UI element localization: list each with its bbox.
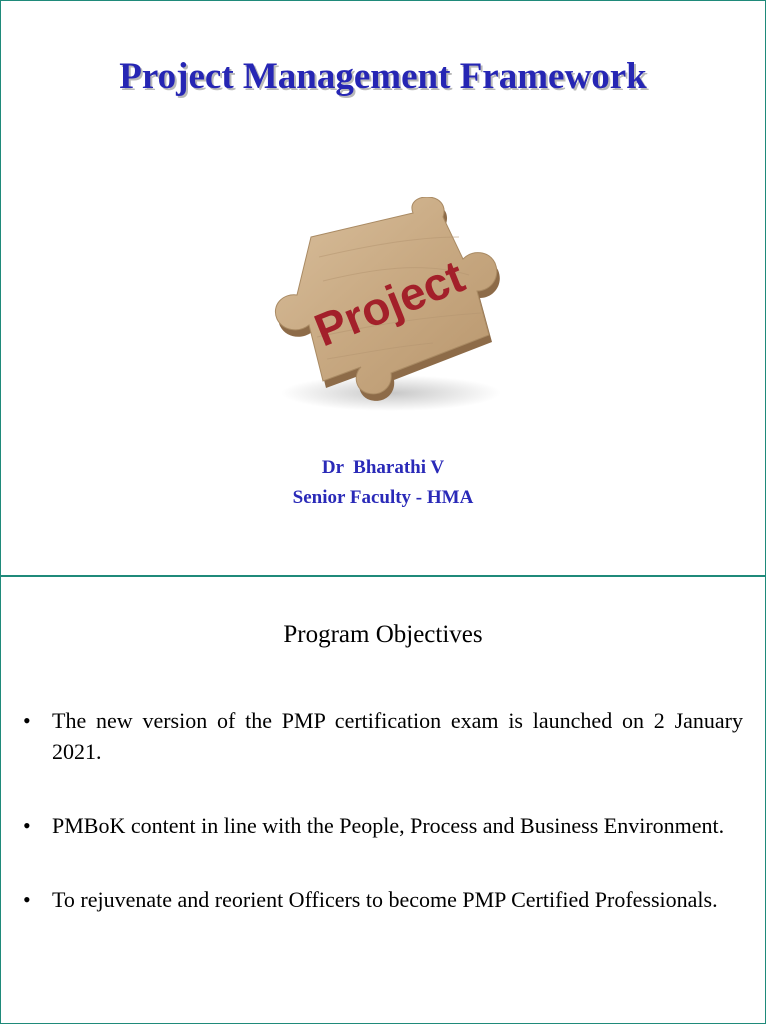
list-item xyxy=(23,705,743,767)
slide-objectives xyxy=(0,576,766,1024)
list-item xyxy=(23,884,743,915)
author-block xyxy=(1,453,765,513)
puzzle-piece-image xyxy=(263,197,509,415)
author-name: Dr Bharathi V xyxy=(321,457,445,478)
slide-title-heading: Project Management Framework xyxy=(119,56,647,97)
list-item-text: To rejuvenate and reorient Officers to become PMP Certified Professionals. xyxy=(52,887,718,912)
list-item xyxy=(23,810,743,841)
objectives-list xyxy=(23,705,743,958)
objectives-heading: Program Objectives xyxy=(283,621,483,648)
list-item-text: PMBoK content in line with the People, Process and Business Environment. xyxy=(52,813,725,838)
author-role: Senior Faculty - HMA xyxy=(292,487,474,508)
bullet-dot-icon: • xyxy=(23,708,31,733)
puzzle-text: Project xyxy=(307,249,472,357)
list-item-text: The new version of the PMP certification exam is launched on 2 January 2021. xyxy=(52,708,743,764)
bullet-dot-icon: • xyxy=(23,887,31,912)
bullet-dot-icon: • xyxy=(23,813,31,838)
